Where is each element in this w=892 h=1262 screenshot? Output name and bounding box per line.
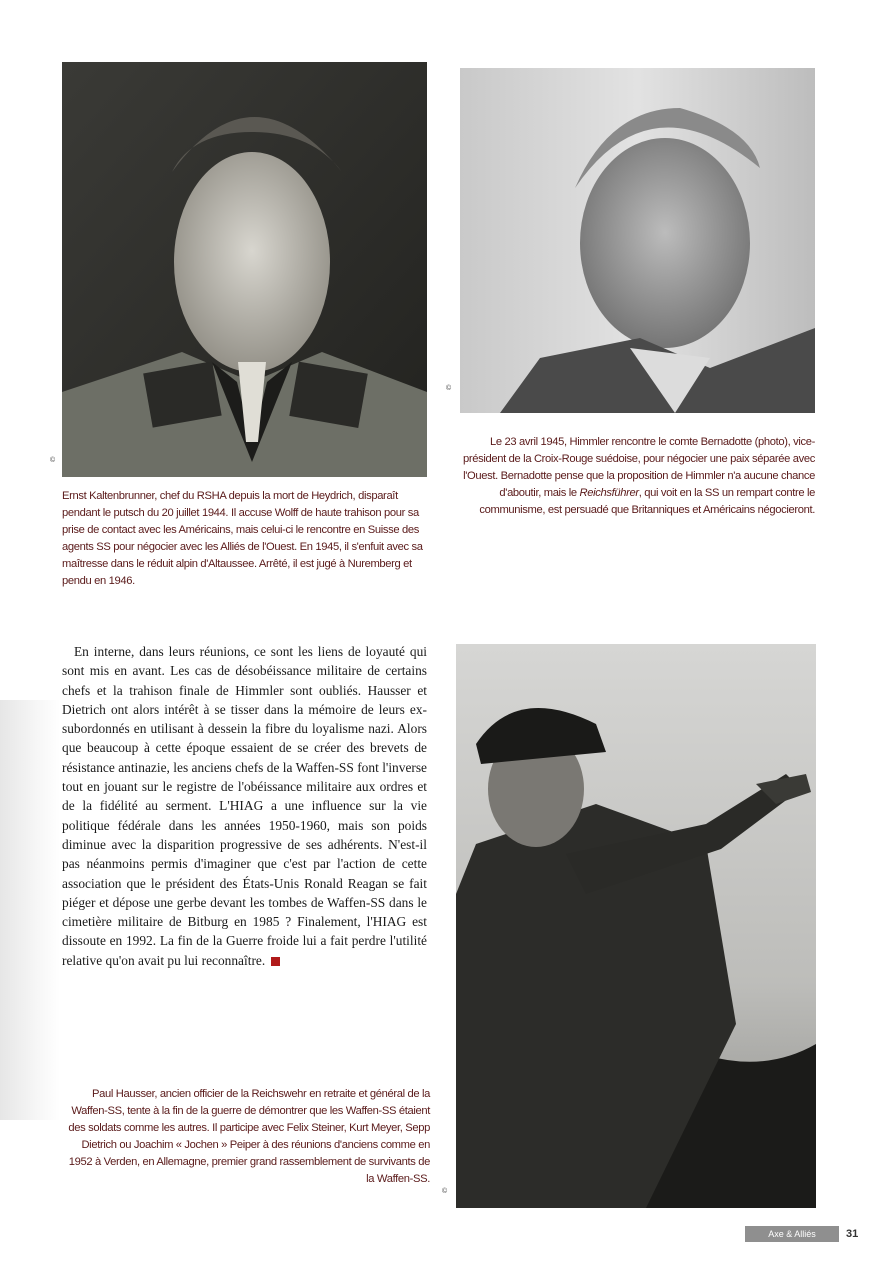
page-number: 31: [846, 1228, 859, 1240]
photo-kaltenbrunner: [62, 62, 427, 477]
photo-bernadotte: [460, 68, 815, 413]
photo-credit: ©: [442, 1188, 448, 1195]
portrait-photo-icon: [62, 62, 427, 477]
photo-credit: ©: [50, 457, 56, 464]
caption-kaltenbrunner: [62, 488, 434, 590]
article-paragraph: En interne, dans leurs réunions, ce sont les liens de loyauté qui sont mis en avant. Les cas de désobéissance militaire de certains chefs et la trahison finale de Himmler sont oubliés. Hausser et Dietrich ont alors intérêt à se tisser dans la mémoire de leurs ex-subordonnés en utilisant à dessein la fibre du loyalisme nazi. Alors que beaucoup à cette époque essaient de se créer des brevets de résistance antinazie, les anciens chefs de la Waffen-SS font l'inverse tout en jouant sur le registre de l'obéissance militaire aux ordres et de la fidélité au serment. L'HIAG a une influence sur la vie politique fédérale dans les années 1950-1960, mais son poids diminue avec la disparition progressive de ses adhérents. N'est-il pas néanmoins permis d'imaginer que c'est par l'action de cette association que le président des États-Unis Ronald Reagan se fait piéger et dépose une gerbe devant les tombes de Waffen-SS dans le cimetière militaire de Bitburg en 1985 ? Finalement, l'HIAG est dissoute en 1992. La fin de la Guerre froide lui a fait perdre l'utilité relative qu'on avait pu lui reconnaître.: [62, 644, 427, 968]
portrait-photo-icon: [456, 644, 816, 1208]
background-fade: [0, 700, 60, 1120]
caption-hausser: [62, 1086, 430, 1188]
caption-text: Paul Hausser, ancien officier de la Reichswehr en retraite et général de la Waffen-SS, tente à la fin de la guerre de démontrer que les Waffen-SS étaient des soldats comme les autres. Il participe avec Felix Steiner, Kurt Meyer, Sepp Dietrich ou Joachim « Jochen » Peiper à des réunions d'anciens comme en 1952 à Verden, en Allemagne, premier grand rassemblement de survivants de la Waffen-SS.: [68, 1088, 430, 1185]
magazine-tag: Axe & Alliés: [745, 1226, 839, 1242]
caption-bernadotte: [460, 434, 815, 519]
photo-credit: ©: [446, 385, 452, 392]
end-of-article-mark: [271, 957, 280, 966]
caption-text: Ernst Kaltenbrunner, chef du RSHA depuis la mort de Heydrich, disparaît pendant le putsch du 20 juillet 1944. Il accuse Wolff de haute trahison pour sa prise de contact avec les Américains, mais celui-ci le rencontre en Suisse des agents SS pour négocier avec les Alliés de l'Ouest. En 1945, il s'enfuit avec sa maîtresse dans le réduit alpin d'Altaussee. Arrêté, il est jugé à Nuremberg et pendu en 1946.: [62, 490, 423, 587]
caption-text-part-c: , qui voit en la SS un rempart contre le communisme, est persuadé que Britanniques et Américains négocieront.: [479, 487, 815, 516]
caption-text-italic: Reichsführer: [579, 487, 639, 499]
photo-hausser: [456, 644, 816, 1208]
article-body: [62, 642, 427, 970]
caption-text-part-a: Le 23 avril 1945, Himmler rencontre le comte Bernadotte (photo), vice-président de la Croix-Rouge suédoise, pour négocier une paix séparée avec l'Ouest. Bernadotte pense que la proposition de Himmler n'a aucune chance d'aboutir, mais le: [463, 436, 815, 499]
portrait-photo-icon: [460, 68, 815, 413]
